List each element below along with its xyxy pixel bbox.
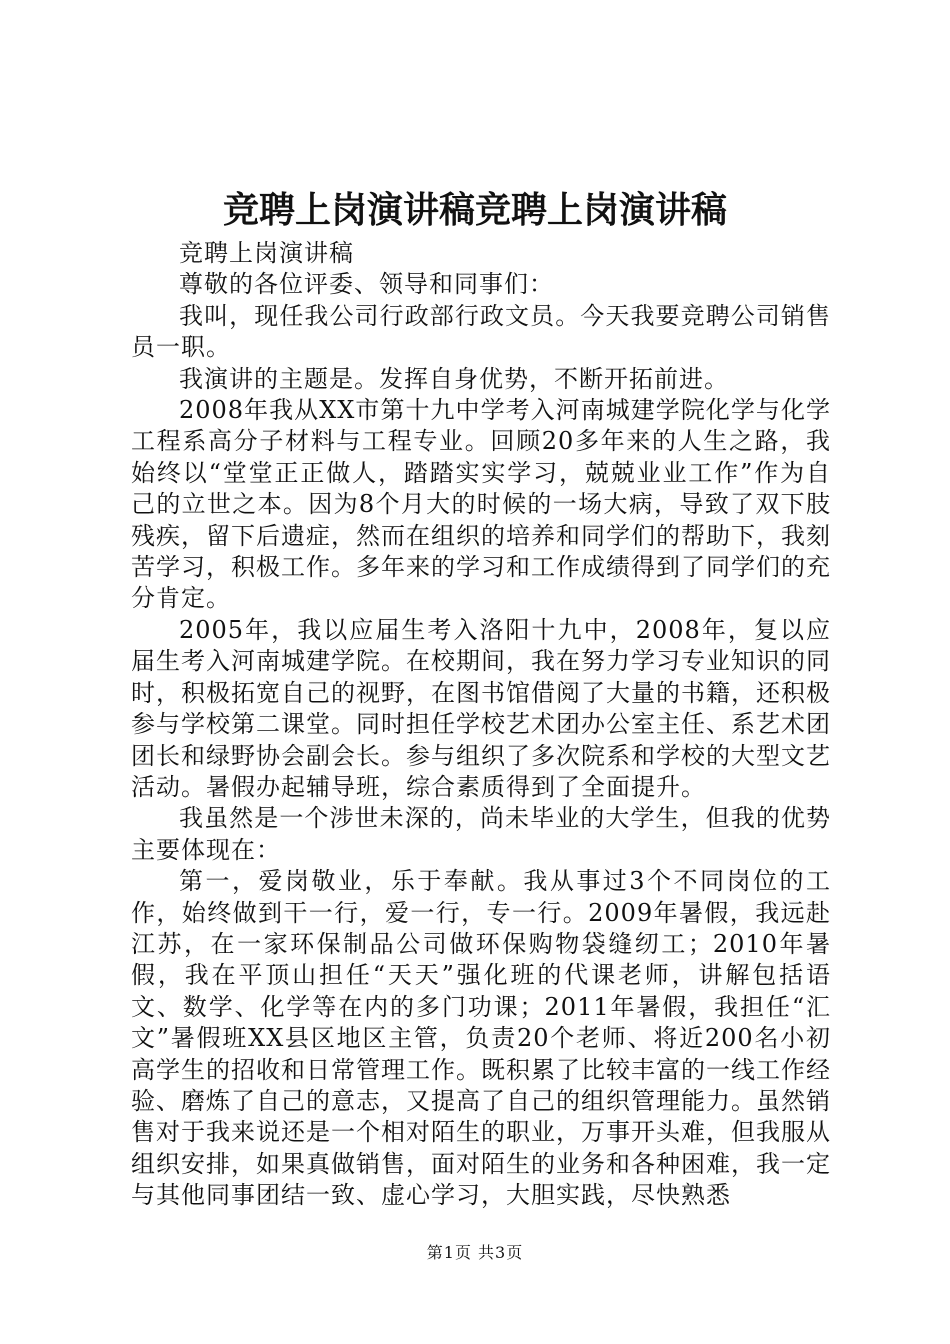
- document-title: 竞聘上岗演讲稿竞聘上岗演讲稿: [222, 189, 727, 231]
- paragraph: 2005年，我以应届生考入洛阳十九中，2008年，复以应届生考入河南城建学院。在校期间，我在努力学习专业知识的同时，积极拓宽自己的视野，在图书馆借阅了大量的书籍，还积极参与学校第二课堂。同时担任学校艺术团办公室主任、系艺术团团长和绿野协会副会长。参与组织了多次院系和学校的大型文艺活动。暑假办起辅导班，综合素质得到了全面提升。: [131, 615, 831, 801]
- paragraph: 我叫，现任我公司行政部行政文员。今天我要竞聘公司销售员一职。: [131, 301, 831, 362]
- paragraph: 第一，爱岗敬业，乐于奉献。我从事过3个不同岗位的工作，始终做到干一行，爱一行，专一行。2009年暑假，我远赴江苏，在一家环保制品公司做环保购物袋缝纫工；2010年暑假，我在平顶山担任“天天”强化班的代课老师，讲解包括语文、数学、化学等在内的多门功课；2011年暑假，我担任“汇文”暑假班XX县区地区主管，负责20个老师、将近200名小初高学生的招收和日常管理工作。既积累了比较丰富的一线工作经验、磨炼了自己的意志，又提高了自己的组织管理能力。虽然销售对于我来说还是一个相对陌生的职业，万事开头难，但我服从组织安排，如果真做销售，面对陌生的业务和各种困难，我一定与其他同事团结一致、虚心学习，大胆实践，尽快熟悉: [131, 867, 831, 1210]
- document-body: [131, 238, 831, 1212]
- paragraph: 竞聘上岗演讲稿: [179, 239, 354, 267]
- paragraph: 2008年我从XX市第十九中学考入河南城建学院化学与化学工程系高分子材料与工程专业。回顾20多年来的人生之路，我始终以“堂堂正正做人，踏踏实实学习，兢兢业业工作”作为自己的立世之本。因为8个月大的时候的一场大病，导致了双下肢残疾，留下后遗症，然而在组织的培养和同学们的帮助下，我刻苦学习，积极工作。多年来的学习和工作成绩得到了同学们的充分肯定。: [131, 396, 831, 613]
- paragraph: 我演讲的主题是。发挥自身优势，不断开拓前进。: [179, 364, 729, 393]
- page-footer: 第1页 共3页: [426, 1243, 524, 1262]
- paragraph: 我虽然是一个涉世未深的，尚未毕业的大学生，但我的优势主要体现在：: [131, 804, 831, 864]
- paragraph: 尊敬的各位评委、领导和同事们：: [179, 270, 554, 299]
